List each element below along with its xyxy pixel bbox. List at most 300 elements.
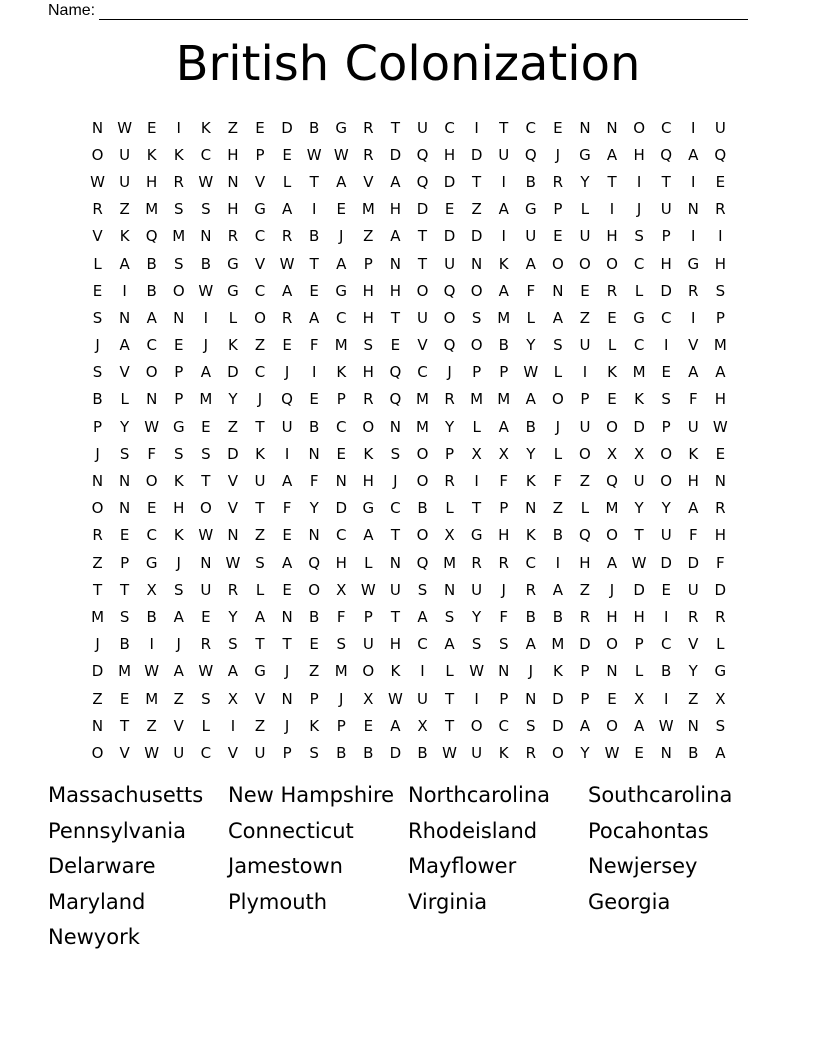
grid-letter: D: [227, 444, 239, 463]
grid-letter: N: [389, 417, 402, 436]
grid-letter: E: [634, 743, 644, 762]
grid-letter: A: [281, 472, 293, 491]
grid-letter: B: [417, 743, 428, 762]
grid-letter: J: [555, 417, 561, 436]
grid-letter: S: [174, 200, 184, 219]
grid-letter: F: [282, 499, 292, 518]
grid-letter: G: [254, 200, 266, 219]
grid-letter: L: [580, 499, 590, 518]
grid-letter: O: [416, 444, 429, 463]
grid-letter: T: [390, 526, 400, 545]
grid-letter: T: [390, 118, 400, 137]
grid-letter: F: [147, 444, 157, 463]
grid-letter: R: [363, 145, 374, 164]
grid-letter: A: [552, 580, 563, 599]
grid-letter: W: [658, 716, 674, 735]
grid-letter: O: [551, 254, 564, 273]
grid-letter: V: [227, 472, 239, 491]
grid-letter: Q: [389, 363, 402, 382]
grid-letter: R: [552, 172, 564, 191]
grid-letter: R: [92, 526, 103, 545]
word-bank-item: Delarware: [48, 854, 156, 879]
grid-letter: A: [390, 227, 401, 246]
grid-letter: L: [445, 662, 454, 681]
grid-letter: I: [691, 118, 696, 137]
grid-letter: E: [282, 580, 292, 599]
grid-letter: A: [281, 281, 293, 300]
grid-letter: X: [633, 444, 645, 463]
grid-letter: H: [579, 553, 591, 572]
grid-letter: U: [254, 743, 266, 762]
grid-letter: U: [660, 526, 672, 545]
grid-letter: P: [445, 444, 455, 463]
word-bank-item: Mayflower: [408, 854, 517, 879]
grid-letter: P: [363, 607, 373, 626]
grid-letter: Q: [660, 145, 673, 164]
grid-letter: P: [336, 390, 346, 409]
grid-letter: E: [553, 118, 563, 137]
grid-letter: D: [714, 580, 727, 599]
grid-letter: P: [174, 390, 184, 409]
grid-letter: O: [660, 444, 673, 463]
grid-letter: N: [119, 472, 131, 491]
grid-letter: E: [309, 281, 319, 300]
grid-letter: P: [580, 662, 590, 681]
grid-letter: W: [442, 743, 457, 762]
grid-letter: M: [443, 553, 457, 572]
grid-row: [84, 141, 734, 168]
grid-letter: U: [416, 118, 428, 137]
grid-letter: M: [416, 390, 429, 409]
grid-letter: O: [254, 308, 266, 327]
grid-letter: F: [716, 553, 725, 572]
grid-letter: A: [281, 200, 293, 219]
name-underline: [99, 4, 748, 20]
grid-letter: T: [472, 172, 482, 191]
grid-letter: Q: [443, 336, 456, 355]
grid-letter: S: [715, 716, 726, 735]
grid-letter: D: [389, 743, 402, 762]
grid-letter: T: [120, 580, 130, 599]
grid-letter: C: [254, 281, 266, 300]
grid-letter: U: [525, 227, 537, 246]
grid-row: [84, 549, 734, 576]
grid-letter: I: [691, 308, 696, 327]
grid-letter: Y: [580, 743, 590, 762]
grid-letter: S: [417, 580, 428, 599]
grid-letter: A: [417, 607, 428, 626]
grid-letter: Q: [524, 145, 537, 164]
grid-letter: B: [309, 227, 320, 246]
grid-letter: B: [525, 607, 536, 626]
grid-letter: Q: [606, 472, 618, 491]
grid-letter: L: [120, 390, 129, 409]
grid-letter: X: [606, 444, 618, 463]
grid-letter: Z: [579, 580, 591, 599]
grid-letter: K: [688, 444, 699, 463]
grid-letter: B: [200, 254, 211, 273]
grid-letter: M: [497, 308, 511, 327]
grid-letter: J: [339, 689, 344, 708]
grid-letter: X: [227, 689, 239, 708]
grid-letter: I: [176, 118, 181, 137]
grid-letter: Q: [145, 227, 158, 246]
grid-letter: O: [551, 743, 564, 762]
grid-letter: J: [447, 363, 452, 382]
grid-letter: F: [309, 472, 319, 491]
grid-letter: F: [526, 281, 536, 300]
grid-letter: U: [444, 254, 456, 273]
grid-letter: I: [718, 227, 723, 246]
name-field: [48, 0, 748, 20]
grid-letter: D: [687, 553, 700, 572]
grid-letter: R: [363, 118, 374, 137]
grid-letter: R: [281, 308, 293, 327]
grid-letter: A: [552, 308, 563, 327]
grid-letter: R: [444, 472, 455, 491]
grid-letter: Z: [227, 417, 239, 436]
grid-letter: E: [607, 689, 617, 708]
grid-row: [84, 739, 734, 766]
grid-letter: P: [634, 635, 644, 654]
grid-letter: N: [227, 172, 239, 191]
grid-letter: X: [498, 444, 509, 463]
grid-letter: F: [499, 472, 509, 491]
grid-letter: B: [146, 281, 157, 300]
grid-letter: E: [201, 607, 211, 626]
grid-letter: Y: [309, 499, 319, 518]
letter-grid: [84, 114, 734, 767]
grid-row: [84, 413, 734, 440]
grid-letter: M: [470, 390, 484, 409]
grid-letter: A: [119, 254, 130, 273]
grid-letter: N: [606, 662, 618, 681]
grid-letter: N: [146, 390, 158, 409]
grid-letter: S: [228, 635, 238, 654]
grid-letter: D: [335, 499, 348, 518]
grid-letter: P: [715, 308, 725, 327]
grid-row: [84, 223, 734, 250]
grid-letter: T: [282, 635, 292, 654]
grid-letter: Z: [309, 662, 320, 681]
grid-letter: O: [91, 743, 104, 762]
grid-letter: J: [257, 390, 263, 409]
word-bank-item: Newyork: [48, 925, 140, 950]
grid-letter: G: [172, 417, 185, 436]
grid-letter: N: [606, 118, 618, 137]
grid-letter: B: [309, 417, 320, 436]
grid-letter: H: [687, 472, 699, 491]
grid-letter: V: [119, 363, 130, 382]
grid-letter: V: [254, 689, 266, 708]
grid-letter: I: [311, 363, 317, 382]
grid-letter: V: [254, 172, 266, 191]
grid-letter: C: [525, 118, 537, 137]
name-label: Name:: [48, 2, 96, 19]
grid-letter: C: [146, 336, 157, 355]
grid-letter: K: [228, 336, 238, 355]
grid-letter: X: [417, 716, 428, 735]
grid-letter: O: [91, 499, 104, 518]
word-bank-item: Georgia: [588, 889, 671, 914]
grid-letter: A: [390, 172, 401, 191]
word-bank-item: Virginia: [408, 889, 488, 914]
grid-letter: R: [715, 200, 726, 219]
grid-letter: W: [279, 254, 295, 273]
grid-letter: T: [472, 499, 482, 518]
grid-letter: O: [308, 580, 321, 599]
grid-letter: J: [284, 363, 290, 382]
grid-letter: W: [712, 417, 728, 436]
grid-letter: H: [362, 363, 374, 382]
grid-letter: X: [336, 580, 347, 599]
grid-letter: S: [498, 635, 509, 654]
grid-letter: B: [309, 118, 320, 137]
grid-letter: K: [498, 743, 509, 762]
grid-letter: Y: [526, 336, 536, 355]
grid-letter: L: [445, 499, 454, 518]
grid-letter: R: [227, 580, 239, 599]
grid-letter: P: [580, 689, 590, 708]
grid-letter: I: [420, 662, 425, 681]
grid-letter: L: [93, 254, 102, 273]
grid-letter: S: [119, 607, 130, 626]
grid-letter: K: [363, 444, 374, 463]
grid-letter: E: [282, 526, 292, 545]
grid-letter: W: [387, 689, 403, 708]
grid-letter: S: [634, 227, 644, 246]
grid-letter: P: [499, 499, 509, 518]
grid-letter: O: [362, 662, 375, 681]
grid-letter: T: [255, 635, 265, 654]
grid-letter: E: [553, 227, 563, 246]
grid-letter: E: [119, 526, 130, 545]
grid-letter: B: [498, 336, 509, 355]
grid-letter: B: [688, 743, 699, 762]
grid-letter: G: [633, 308, 645, 327]
grid-letter: X: [633, 689, 645, 708]
grid-letter: P: [553, 200, 563, 219]
grid-letter: C: [146, 526, 157, 545]
grid-letter: Z: [579, 472, 591, 491]
grid-letter: C: [336, 526, 347, 545]
grid-letter: U: [579, 336, 591, 355]
grid-letter: P: [255, 145, 265, 164]
grid-letter: A: [688, 363, 699, 382]
grid-letter: E: [661, 363, 671, 382]
grid-letter: D: [389, 145, 402, 164]
grid-row: [84, 114, 734, 141]
grid-letter: A: [688, 145, 699, 164]
grid-letter: U: [119, 145, 131, 164]
grid-letter: D: [552, 716, 564, 735]
grid-letter: A: [633, 716, 645, 735]
grid-letter: K: [634, 390, 645, 409]
grid-letter: S: [471, 308, 482, 327]
grid-letter: F: [336, 607, 346, 626]
grid-letter: Z: [119, 200, 130, 219]
grid-letter: N: [91, 716, 104, 735]
grid-letter: J: [528, 662, 533, 681]
grid-letter: S: [201, 200, 211, 219]
grid-letter: P: [363, 254, 373, 273]
word-bank-item: Connecticut: [228, 818, 354, 843]
grid-row: [84, 304, 734, 331]
grid-letter: U: [660, 200, 672, 219]
grid-letter: J: [501, 580, 506, 599]
grid-letter: Q: [416, 553, 429, 572]
grid-letter: N: [525, 499, 537, 518]
grid-letter: D: [633, 580, 645, 599]
grid-letter: Z: [227, 118, 239, 137]
word-bank-item: Newjersey: [588, 854, 698, 879]
grid-letter: S: [201, 444, 211, 463]
grid-row: [84, 658, 734, 685]
grid-letter: O: [470, 716, 483, 735]
grid-letter: E: [444, 200, 455, 219]
grid-letter: A: [715, 363, 726, 382]
grid-letter: U: [579, 417, 591, 436]
grid-letter: E: [255, 118, 265, 137]
grid-letter: D: [660, 281, 672, 300]
grid-letter: E: [363, 716, 374, 735]
grid-letter: F: [553, 472, 563, 491]
grid-letter: E: [580, 281, 590, 300]
grid-letter: M: [713, 336, 727, 355]
grid-letter: M: [145, 200, 159, 219]
grid-letter: H: [227, 200, 239, 219]
grid-letter: H: [389, 200, 402, 219]
grid-letter: W: [333, 145, 349, 164]
grid-letter: P: [472, 363, 482, 382]
word-bank-item: Rhodeisland: [408, 818, 538, 843]
grid-letter: Y: [228, 390, 238, 409]
grid-letter: I: [122, 281, 127, 300]
grid-letter: C: [525, 553, 537, 572]
grid-letter: B: [363, 743, 374, 762]
grid-row: [84, 631, 734, 658]
grid-letter: O: [145, 363, 158, 382]
grid-letter: D: [470, 227, 483, 246]
grid-letter: K: [336, 363, 347, 382]
grid-letter: R: [688, 607, 699, 626]
grid-letter: J: [203, 336, 209, 355]
grid-letter: B: [417, 499, 428, 518]
grid-letter: P: [174, 363, 184, 382]
grid-letter: H: [227, 145, 239, 164]
grid-letter: Q: [714, 145, 727, 164]
grid-letter: A: [579, 716, 591, 735]
grid-letter: L: [472, 417, 481, 436]
grid-letter: K: [498, 254, 509, 273]
grid-letter: Z: [363, 227, 374, 246]
grid-letter: A: [173, 607, 184, 626]
grid-letter: Z: [254, 336, 266, 355]
grid-letter: Z: [579, 308, 591, 327]
grid-letter: G: [227, 281, 239, 300]
grid-letter: W: [117, 118, 133, 137]
grid-letter: B: [146, 607, 157, 626]
grid-letter: H: [173, 499, 185, 518]
grid-letter: J: [339, 227, 344, 246]
grid-letter: O: [579, 444, 591, 463]
grid-letter: J: [284, 716, 290, 735]
grid-letter: N: [308, 444, 320, 463]
grid-letter: D: [470, 145, 483, 164]
grid-letter: J: [284, 662, 290, 681]
word-bank-item: Southcarolina: [588, 783, 733, 807]
grid-letter: R: [227, 227, 239, 246]
grid-letter: B: [92, 390, 103, 409]
grid-letter: V: [254, 254, 266, 273]
grid-letter: W: [90, 172, 105, 191]
grid-letter: O: [443, 308, 456, 327]
grid-letter: O: [606, 417, 618, 436]
grid-letter: D: [443, 172, 456, 191]
grid-letter: C: [660, 118, 672, 137]
grid-letter: K: [173, 526, 184, 545]
grid-letter: T: [417, 254, 428, 273]
grid-letter: T: [255, 417, 265, 436]
grid-letter: Y: [688, 662, 698, 681]
grid-letter: D: [552, 689, 564, 708]
grid-letter: A: [173, 662, 184, 681]
grid-letter: M: [632, 363, 646, 382]
grid-letter: M: [334, 662, 348, 681]
grid-letter: U: [173, 743, 185, 762]
grid-letter: E: [201, 417, 211, 436]
grid-letter: B: [552, 526, 564, 545]
grid-letter: P: [661, 227, 671, 246]
grid-letter: X: [363, 689, 374, 708]
word-bank-item: Massachusetts: [48, 783, 204, 807]
grid-letter: Y: [661, 499, 671, 518]
grid-letter: G: [470, 526, 483, 545]
grid-letter: L: [580, 200, 590, 219]
grid-letter: K: [525, 472, 536, 491]
grid-letter: A: [606, 145, 618, 164]
grid-letter: H: [362, 472, 374, 491]
grid-letter: L: [634, 662, 644, 681]
grid-letter: N: [525, 689, 537, 708]
grid-letter: S: [92, 308, 103, 327]
grid-letter: X: [715, 689, 726, 708]
grid-letter: R: [715, 607, 726, 626]
grid-letter: H: [389, 635, 402, 654]
grid-letter: V: [173, 716, 184, 735]
grid-letter: A: [336, 172, 347, 191]
grid-letter: K: [552, 662, 563, 681]
grid-letter: Z: [254, 716, 266, 735]
grid-letter: Q: [443, 281, 456, 300]
grid-letter: L: [553, 444, 563, 463]
grid-letter: H: [498, 526, 510, 545]
grid-letter: R: [92, 200, 103, 219]
grid-letter: N: [200, 553, 212, 572]
grid-letter: S: [715, 281, 726, 300]
word-bank-item: Maryland: [48, 889, 146, 914]
grid-letter: G: [687, 254, 700, 273]
grid-letter: V: [227, 743, 239, 762]
grid-letter: C: [254, 227, 266, 246]
grid-letter: O: [199, 499, 212, 518]
grid-letter: B: [661, 662, 672, 681]
grid-letter: D: [281, 118, 293, 137]
grid-letter: D: [227, 363, 239, 382]
grid-letter: I: [474, 689, 479, 708]
grid-letter: C: [254, 363, 266, 382]
grid-letter: M: [199, 390, 213, 409]
